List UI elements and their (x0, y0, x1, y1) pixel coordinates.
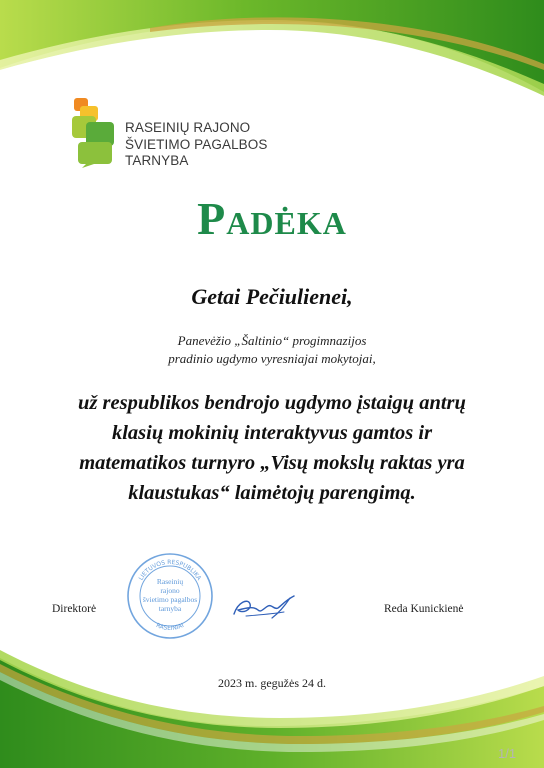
recipient-role-line: pradinio ugdymo vyresniajai mokytojai, (168, 351, 376, 366)
award-reason-line: klasių mokinių interaktyvus gamtos ir (111, 422, 433, 444)
stamp-center-line: rajono (160, 586, 180, 595)
handwritten-signature (228, 588, 300, 624)
award-reason-line: klaustukas“ laimėtojų parengimą. (128, 482, 416, 504)
stamp-center-line: švietimo pagalbos (142, 595, 198, 604)
organization-name-line: RASEINIŲ RAJONO (125, 120, 251, 135)
bottom-wave-decoration (0, 640, 544, 768)
organization-name-line: TARNYBA (125, 153, 189, 168)
recipient-role-line: Panevėžio „Šaltinio“ progimnazijos (177, 333, 367, 348)
recipient-role (0, 332, 544, 368)
svg-text:RASEINIAI (155, 622, 185, 632)
recipient-name: Getai Pečiulienei, (191, 284, 353, 309)
issue-date: 2023 m. gegužės 24 d. (218, 676, 326, 690)
organization-name (125, 120, 268, 170)
award-reason (30, 388, 514, 508)
official-stamp-icon (124, 550, 216, 642)
organization-name-line: ŠVIETIMO PAGALBOS (125, 136, 268, 152)
signer-name: Reda Kunickienė (384, 603, 464, 615)
signer-position: Direktorė (52, 603, 97, 615)
award-reason-line: matematikos turnyro „Visų mokslų raktas yra (79, 452, 465, 474)
page-indicator: 1/1 (498, 746, 517, 761)
certificate-title: Padėka (197, 193, 347, 244)
stamp-ring-top-text: LIETUVOS RESPUBLIKA (137, 558, 203, 582)
logo-mark-icon (72, 98, 118, 168)
top-wave-decoration (0, 0, 544, 110)
organization-logo (72, 98, 272, 170)
stamp-center-line: Raseinių (156, 577, 184, 586)
award-reason-line: už respublikos bendrojo ugdymo įstaigų antrų (78, 392, 466, 414)
stamp-center-line: tarnyba (158, 604, 182, 613)
stamp-ring-bottom-text: RASEINIAI (154, 621, 186, 633)
